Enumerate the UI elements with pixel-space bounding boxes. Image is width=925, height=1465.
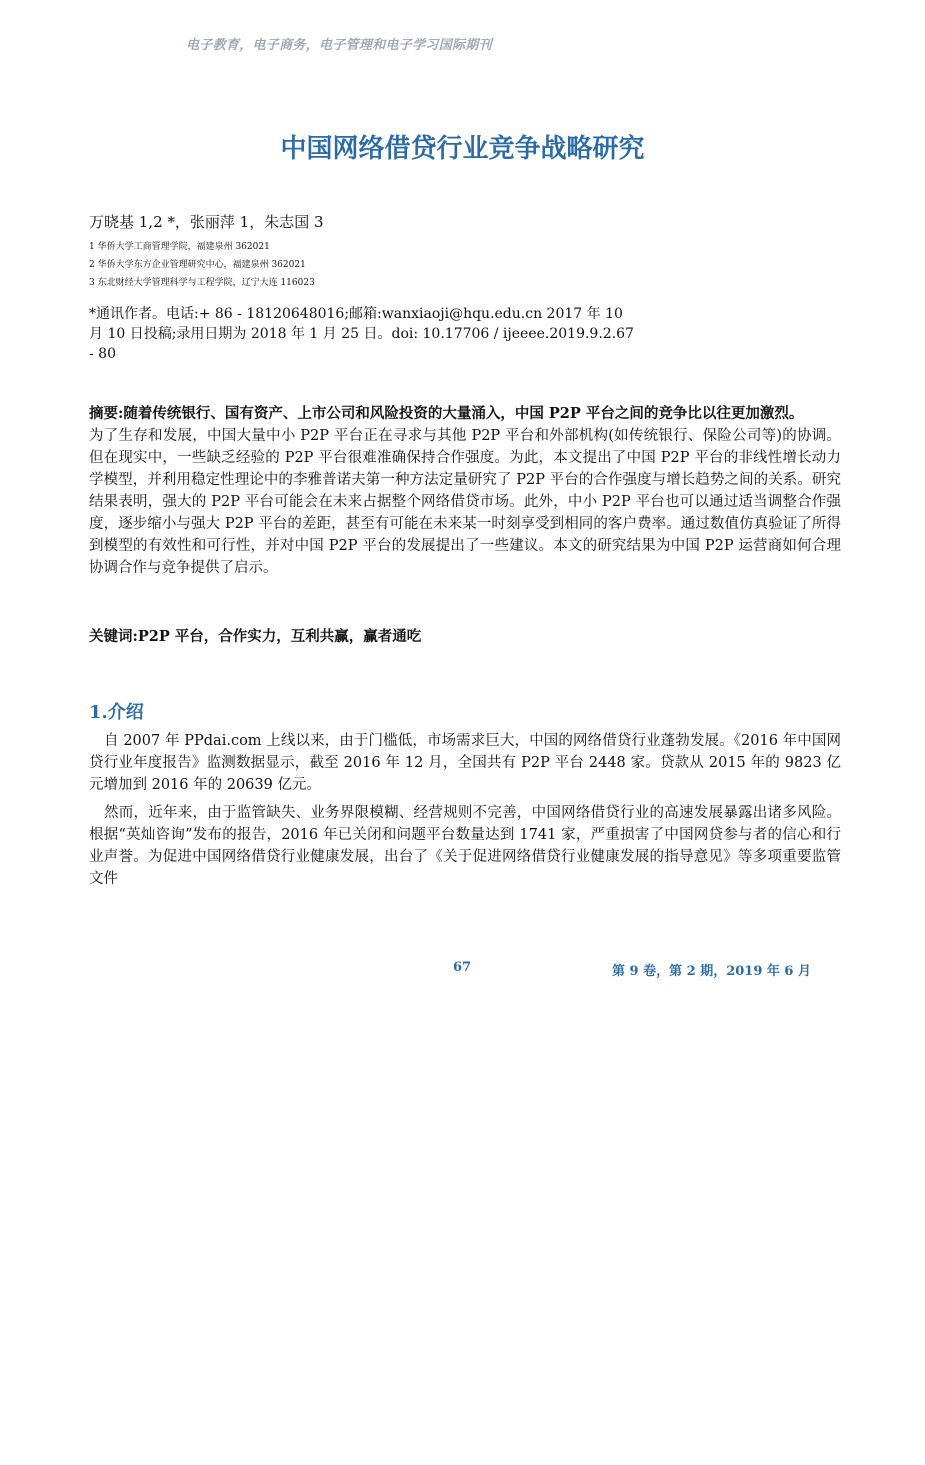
correspondence-note (89, 304, 649, 364)
paper-title: 中国网络借贷行业竞争战略研究 (280, 134, 645, 164)
affiliations (89, 238, 315, 292)
abstract (89, 403, 841, 579)
correspondence-line-2: 月 10 日投稿;录用日期为 2018 年 1 月 25 日。doi: 10.17706 / ijeeee.2019.9.2.67 (89, 326, 634, 342)
journal-header: 电子教育，电子商务，电子管理和电子学习国际期刊 (186, 38, 492, 53)
correspondence-line-1: *通讯作者。电话:+ 86 - 18120648016;邮箱:wanxiaoji@hqu.edu.cn 2017 年 10 (89, 306, 623, 322)
body-paragraph-2: 然而，近年来，由于监管缺失、业务界限模糊、经营规则不完善，中国网络借贷行业的高速发展暴露出诸多风险。根据“英灿咨询”发布的报告，2016 年已关闭和问题平台数量达到 1741 家，严重损害了中国网贷参与者的信心和行业声誉。为促进中国网络借贷行业健康发展，出台了《关于促进网络借贷行业健康发展的指导意见》等多项重要监管文件 (89, 805, 841, 887)
affiliation-2: 2 华侨大学东方企业管理研究中心，福建泉州 362021 (89, 260, 306, 270)
section-body (89, 730, 841, 896)
abstract-body: 为了生存和发展，中国大量中小 P2P 平台正在寻求与其他 P2P 平台和外部机构(如传统银行、保险公司等)的协调。但在现实中，一些缺乏经验的 P2P 平台很难准确保持合作强度。为此，本文提出了中国 P2P 平台的非线性增长动力学模型，并利用稳定性理论中的李雅普诺夫第一种方法定量研究了 P2P 平台的合作强度与增长趋势之间的关系。研究结果表明，强大的 P2P 平台可能会在未来占据整个网络借贷市场。此外，中小 P2P 平台也可以通过适当调整合作强度，逐步缩小与强大 P2P 平台的差距，甚至有可能在未来某一时刻享受到相同的客户费率。通过数值仿真验证了所得到模型的有效性和可行性，并对中国 P2P 平台的发展提出了一些建议。本文的研究结果为中国 P2P 运营商如何合理协调合作与竞争提供了启示。 (89, 428, 841, 576)
body-paragraph-1: 自 2007 年 PPdai.com 上线以来，由于门槛低，市场需求巨大，中国的网络借贷行业蓬勃发展。《2016 年中国网贷行业年度报告》监测数据显示，截至 2016 年 12 月，全国共有 P2P 平台 2448 家。贷款从 2015 年的 9823 亿元增加到 2016 年的 20639 亿元。 (89, 733, 841, 793)
issue-info: 第 9 卷，第 2 期，2019 年 6 月 (612, 964, 811, 979)
affiliation-1: 1 华侨大学工商管理学院，福建泉州 362021 (89, 242, 270, 252)
author-list: 万晓基 1,2 *，张丽萍 1，朱志国 3 (89, 213, 324, 231)
section-title: 1.介绍 (89, 702, 144, 723)
correspondence-line-3: - 80 (89, 346, 116, 362)
keywords: 关键词:P2P 平台，合作实力，互利共赢，赢者通吃 (89, 628, 422, 645)
affiliation-3: 3 东北财经大学管理科学与工程学院，辽宁大连 116023 (89, 278, 315, 288)
page-number: 67 (453, 960, 472, 975)
abstract-lead: 摘要:随着传统银行、国有资产、上市公司和风险投资的大量涌入，中国 P2P 平台之间的竞争比以往更加激烈。 (89, 405, 804, 422)
